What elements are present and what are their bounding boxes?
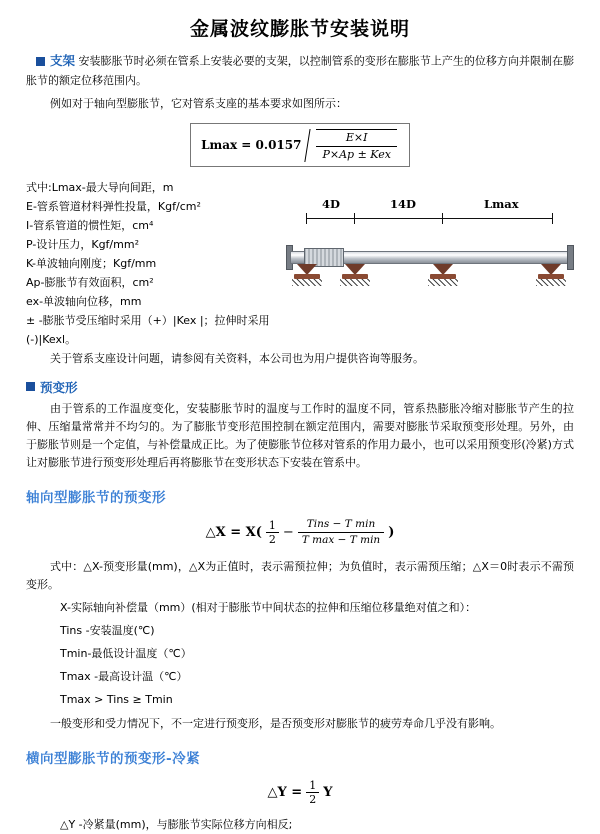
figure-label-lmax: Lmax	[484, 197, 519, 212]
lateral-line-1: △Y -冷紧量(mm)，与膨胀节实际位移方向相反;	[60, 818, 293, 832]
axial-line-3: Tins -安装温度(℃)	[60, 623, 155, 637]
dimension-line-lmax	[442, 218, 552, 219]
formula-axial	[26, 518, 574, 547]
formula-axial-lhs: △X = X(	[205, 525, 262, 541]
list-item: K-单波轴向刚度；Kgf/mm	[26, 257, 157, 271]
figure-label-4d: 4D	[322, 197, 340, 212]
dimension-line-14d	[354, 218, 442, 219]
figure-label-14d: 14D	[390, 197, 416, 212]
list-item: I-管系管道的惯性矩，cm⁴	[26, 219, 154, 233]
document-page	[0, 14, 600, 832]
formula-lmax-denominator: P×Ap ± Kex	[322, 147, 391, 161]
formula-axial-half: $\frac{1}{2}$	[266, 519, 279, 546]
bracket-paragraph-1	[26, 51, 574, 90]
section-heading-bracket: 支架	[36, 51, 75, 72]
bracket-paragraph-2: 例如对于轴向型膨胀节，它对管系支座的基本要求如图所示：	[50, 96, 347, 110]
radical-icon	[307, 129, 396, 162]
formula-lmax	[26, 123, 574, 168]
support-anchor	[294, 264, 320, 280]
list-item: 式中:Lmax-最大导向间距，m	[26, 181, 174, 195]
definition-list	[26, 179, 278, 349]
definitions-and-figure	[26, 175, 574, 349]
figure-dimension-lines	[284, 213, 574, 223]
axial-line-2: X-实际轴向补偿量（mm）(相对于膨胀节中间状态的拉伸和压缩位移量绝对值之和）：	[60, 600, 477, 614]
formula-lateral-lhs: △Y =	[267, 784, 303, 800]
section-heading-predeform: 预变形	[26, 378, 574, 396]
formula-lmax-box	[190, 123, 410, 168]
formula-lateral	[26, 779, 574, 806]
list-item: Ap-膨胀节有效面积，cm²	[26, 275, 154, 289]
support-hatch	[536, 279, 566, 286]
support-hatch	[292, 279, 322, 286]
predeform-paragraph-1: 由于管系的工作温度变化，安装膨胀节时的温度与工作时的温度不同，管系热膨胀冷缩对膨胀节产生的拉伸、压缩量常常并不均匀的。为了膨胀节变形范围控制在额定范围内，需要对膨胀节采取预变形处理。另外，由于膨胀节则是一个定值，与补偿量成正比。为了使膨胀节位移对管系的作用力最小，也可以采用预变形(冷紧)方式让对膨胀节进行预变形处理后再将膨胀节在变形状态下安装在管系中。	[26, 401, 574, 470]
subheading-lateral: 横向型膨胀节的预变形-冷紧	[26, 750, 201, 767]
pipe-support-diagram	[284, 197, 574, 307]
list-item: P-设计压力，Kgf/mm²	[26, 238, 139, 252]
blue-square-icon	[36, 57, 45, 66]
formula-lmax-lhs: Lmax = 0.0157	[201, 138, 302, 153]
formula-axial-fraction: $\frac{\text{Tins − T min}}{\text{T max − T min}}$	[298, 518, 384, 547]
figure-column	[284, 175, 574, 307]
support-anchor	[538, 264, 564, 280]
formula-lmax-numerator: E×I	[316, 131, 396, 147]
pipe-end-right	[567, 245, 574, 270]
axial-line-7: 一般变形和受力情况下，不一定进行预变形，是否预变形对膨胀节的疲劳寿命几乎没有影响。	[50, 716, 501, 730]
formula-lateral-half: $\frac{1}{2}$	[306, 779, 319, 806]
formula-axial-minus: −	[282, 525, 294, 541]
list-item: ± -膨胀节受压缩时采用（+）|Kex |；拉伸时采用(-)|Kexl。	[26, 313, 270, 346]
figure-labels	[284, 197, 574, 213]
axial-line-6: Tmax > Tins ≥ Tmin	[60, 693, 173, 707]
list-item: ex-单波轴向位移，mm	[26, 294, 142, 308]
list-item: E-管系管道材料弹性投量，Kgf/cm²	[26, 200, 201, 214]
page-title: 金属波纹膨胀节安装说明	[189, 18, 410, 40]
axial-line-1: 式中：△X-预变形量(mm)，△X为正值时，表示需预拉伸；为负值时，表示需预压缩；△X＝0时表示不需预变形。	[26, 559, 574, 591]
axial-line-5: Tmax -最高设计温（℃）	[60, 670, 188, 684]
document-body	[0, 51, 600, 834]
support-design-note: 关于管系支座设计问题，请参阅有关资料，本公司也为用户提供咨询等服务。	[50, 351, 424, 365]
support-anchor	[342, 264, 368, 280]
dimension-line-4d	[306, 218, 354, 219]
axial-line-4: Tmin-最低设计温度（℃）	[60, 647, 192, 661]
support-hatch	[428, 279, 458, 286]
support-hatch	[340, 279, 370, 286]
formula-axial-rhs: )	[388, 525, 395, 541]
definitions-column	[26, 175, 278, 349]
formula-lateral-rhs: Y	[323, 784, 333, 800]
bracket-paragraph-1-text: 安装膨胀节时必须在管系上安装必要的支架，以控制管系的变形在膨胀节上产生的位移方向并限制在膨胀节的额定位移范围内。	[26, 54, 575, 87]
subheading-axial: 轴向型膨胀节的预变形	[26, 490, 166, 507]
blue-square-icon	[26, 382, 35, 391]
pipe-illustration	[284, 225, 574, 299]
support-anchor	[430, 264, 456, 280]
dimension-tick	[552, 213, 553, 224]
